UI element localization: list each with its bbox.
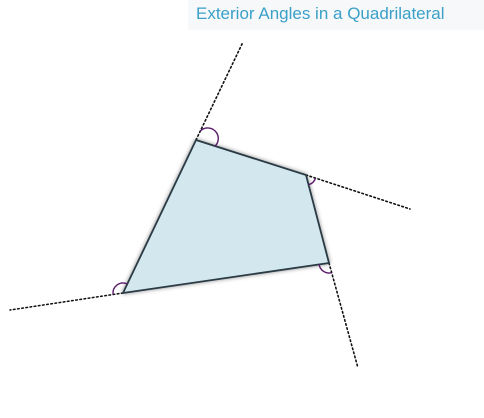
exterior-angle-arc-b [309,178,316,185]
exterior-angle-arc-c [319,264,331,273]
extension-line-top-left [196,42,243,140]
quadrilateral-shape [123,140,329,293]
extension-line-top-right [306,175,410,209]
extension-line-bottom [10,293,123,310]
diagram-title: Exterior Angles in a Quadrilateral [196,4,445,23]
extension-line-right [329,263,358,368]
